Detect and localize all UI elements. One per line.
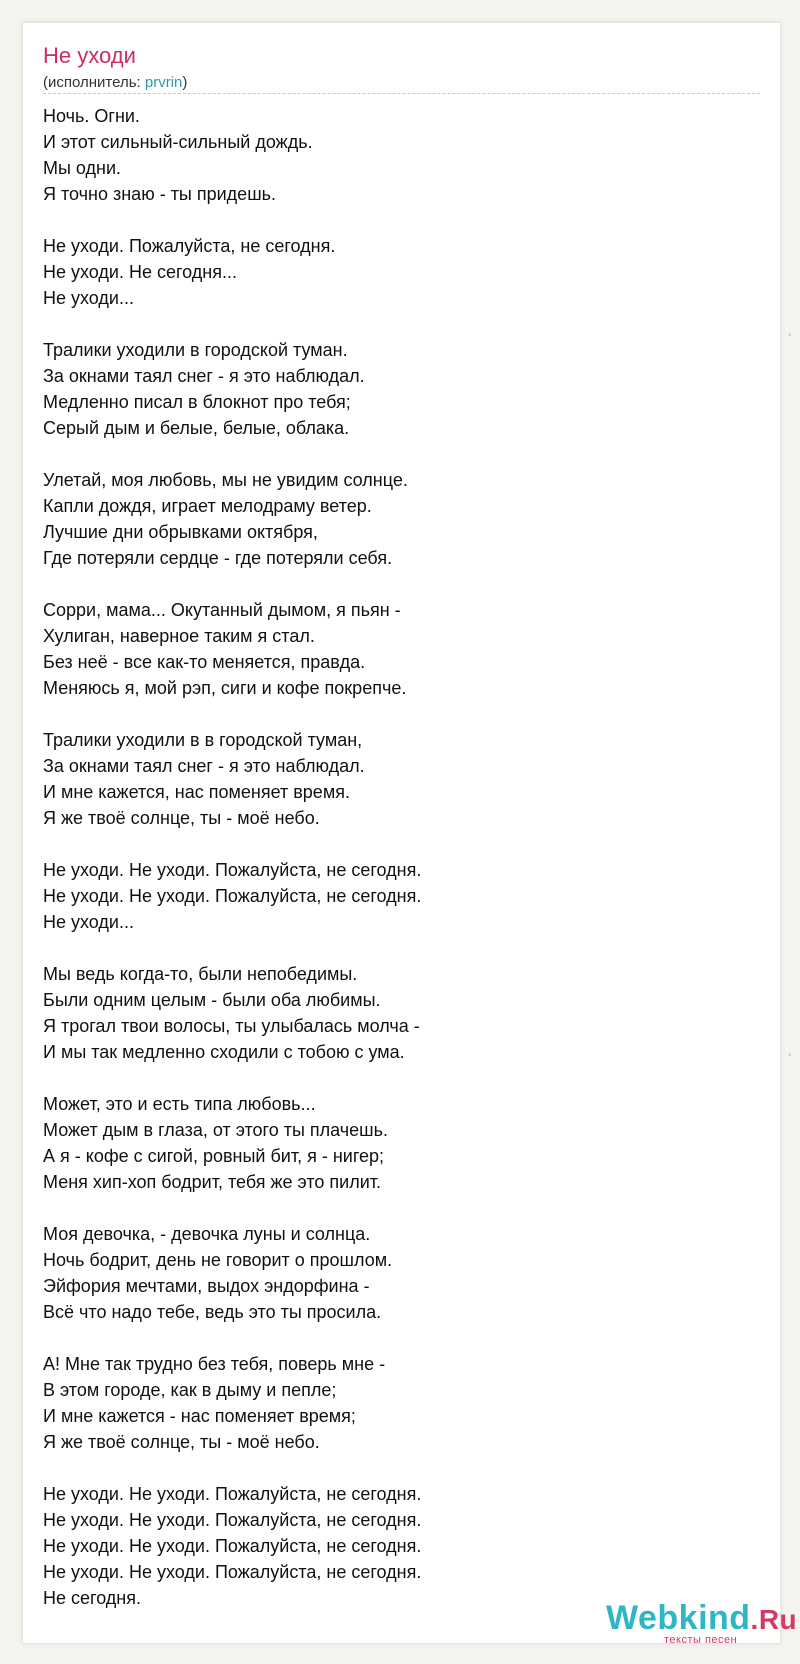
lyrics-line: Мы одни. xyxy=(43,158,122,178)
lyrics-line: Эйфория мечтами, выдох эндорфина - xyxy=(43,1276,370,1296)
lyrics-line: А! Мне так трудно без тебя, поверь мне - xyxy=(43,1354,386,1374)
lyrics-stanza xyxy=(43,1481,743,1611)
lyrics-line: Не уходи. Не уходи. Пожалуйста, не сегодня. xyxy=(43,886,422,906)
lyrics-line: Капли дождя, играет мелодраму ветер. xyxy=(43,496,372,516)
lyrics-stanza xyxy=(43,467,743,571)
lyrics-line: За окнами таял снег - я это наблюдал. xyxy=(43,366,365,386)
lyrics-text xyxy=(43,103,743,1637)
lyrics-line: Улетай, моя любовь, мы не увидим солнце. xyxy=(43,470,408,490)
lyrics-line: Не уходи. Не уходи. Пожалуйста, не сегодня. xyxy=(43,1562,422,1582)
lyrics-line: Не уходи. Не уходи. Пожалуйста, не сегодня. xyxy=(43,1536,422,1556)
lyrics-line: За окнами таял снег - я это наблюдал. xyxy=(43,756,365,776)
lyrics-line: Тралики уходили в городской туман. xyxy=(43,340,348,360)
lyrics-stanza xyxy=(43,103,743,207)
lyrics-line: Были одним целым - были оба любимы. xyxy=(43,990,381,1010)
lyrics-stanza xyxy=(43,597,743,701)
lyrics-stanza xyxy=(43,233,743,311)
lyrics-line: Меня хип-хоп бодрит, тебя же это пилит. xyxy=(43,1172,382,1192)
lyrics-line: Лучшие дни обрывками октября, xyxy=(43,522,318,542)
lyrics-stanza xyxy=(43,727,743,831)
lyrics-stanza xyxy=(43,1091,743,1195)
logo-tagline: тексты песен xyxy=(664,1634,738,1646)
artist-link[interactable]: prvrin xyxy=(144,74,183,91)
lyrics-line: Ночь. Огни. xyxy=(43,106,140,126)
lyrics-line: Серый дым и белые, белые, облака. xyxy=(43,418,350,438)
lyrics-line: Хулиган, наверное таким я стал. xyxy=(43,626,315,646)
lyrics-line: Не уходи. Пожалуйста, не сегодня. xyxy=(43,236,336,256)
lyrics-line: Мы ведь когда-то, были непобедимы. xyxy=(43,964,358,984)
lyrics-line: Сорри, мама... Окутанный дымом, я пьян - xyxy=(43,600,401,620)
lyrics-line: И мне кажется, нас поменяет время. xyxy=(43,782,350,802)
lyrics-line: И этот сильный-сильный дождь. xyxy=(43,132,313,152)
lyrics-line: Всё что надо тебе, ведь это ты просила. xyxy=(43,1302,382,1322)
artist-line xyxy=(43,74,187,91)
lyrics-line: Медленно писал в блокнот про тебя; xyxy=(43,392,351,412)
lyrics-line: Без неё - все как-то меняется, правда. xyxy=(43,652,366,672)
lyrics-line: Где потеряли сердце - где потеряли себя. xyxy=(43,548,393,568)
lyrics-line: Не уходи. Не уходи. Пожалуйста, не сегодня. xyxy=(43,860,422,880)
logo-wordmark xyxy=(606,1599,797,1638)
lyrics-line: Не сегодня. xyxy=(43,1588,141,1608)
lyrics-stanza xyxy=(43,857,743,935)
lyrics-line: Не уходи... xyxy=(43,912,134,932)
lyrics-line: Может дым в глаза, от этого ты плачешь. xyxy=(43,1120,388,1140)
lyrics-stanza xyxy=(43,1351,743,1455)
artist-suffix: ) xyxy=(182,74,188,91)
lyrics-line: В этом городе, как в дыму и пепле; xyxy=(43,1380,337,1400)
lyrics-line: Тралики уходили в в городской туман, xyxy=(43,730,363,750)
lyrics-line: Меняюсь я, мой рэп, сиги и кофе покрепче. xyxy=(43,678,407,698)
scroll-indicator: ▪ xyxy=(788,1050,792,1061)
song-title: Не уходи xyxy=(43,43,136,68)
lyrics-line: И мы так медленно сходили с тобою с ума. xyxy=(43,1042,405,1062)
lyrics-line: Может, это и есть типа любовь... xyxy=(43,1094,316,1114)
artist-prefix: (исполнитель: xyxy=(43,74,145,91)
lyrics-stanza xyxy=(43,337,743,441)
site-logo[interactable] xyxy=(606,1599,800,1647)
lyrics-line: Я трогал твои волосы, ты улыбалась молча - xyxy=(43,1016,420,1036)
lyrics-line: И мне кажется - нас поменяет время; xyxy=(43,1406,356,1426)
lyrics-line: Не уходи. Не сегодня... xyxy=(43,262,237,282)
lyrics-stanza xyxy=(43,961,743,1065)
logo-main-text: Webkind xyxy=(606,1599,751,1637)
lyrics-line: Я же твоё солнце, ты - моё небо. xyxy=(43,1432,320,1452)
logo-suffix: .Ru xyxy=(750,1604,798,1635)
scroll-indicator: ▪ xyxy=(788,330,792,341)
lyrics-card xyxy=(22,22,798,1646)
lyrics-line: Ночь бодрит, день не говорит о прошлом. xyxy=(43,1250,393,1270)
lyrics-stanza xyxy=(43,1221,743,1325)
lyrics-line: А я - кофе с сигой, ровный бит, я - нигер; xyxy=(43,1146,385,1166)
lyrics-line: Не уходи. Не уходи. Пожалуйста, не сегодня. xyxy=(43,1484,422,1504)
title-divider xyxy=(43,93,760,94)
lyrics-line: Моя девочка, - девочка луны и солнца. xyxy=(43,1224,371,1244)
lyrics-line: Не уходи... xyxy=(43,288,134,308)
lyrics-line: Не уходи. Не уходи. Пожалуйста, не сегодня. xyxy=(43,1510,422,1530)
lyrics-line: Я же твоё солнце, ты - моё небо. xyxy=(43,808,320,828)
lyrics-line: Я точно знаю - ты придешь. xyxy=(43,184,277,204)
